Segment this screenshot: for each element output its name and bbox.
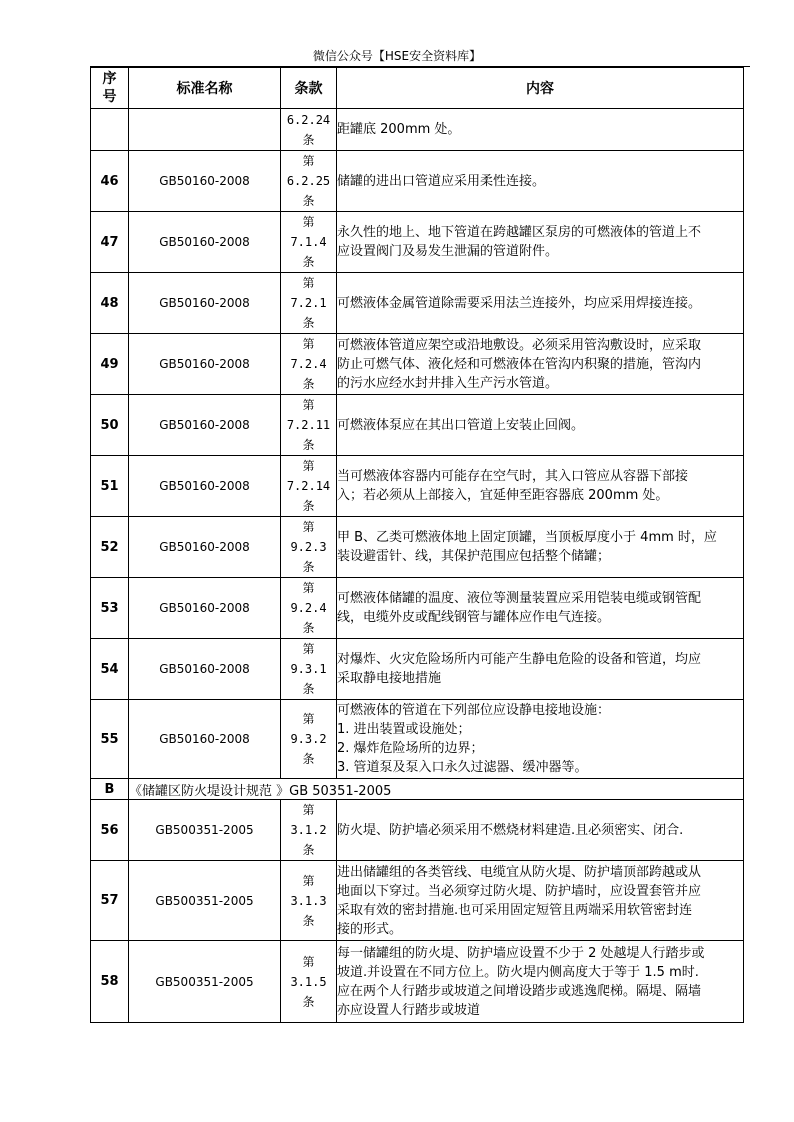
clause-line: 条 [302,316,315,330]
content-line: 可燃液体管道应架空或沿地敷设。必须采用管沟敷设时，应采取 [337,337,702,353]
table-row [91,941,744,1023]
content-cell [337,861,744,941]
content-line: 3. 管道泵及泵入口永久过滤器、缓冲器等。 [337,760,588,775]
clause-line: 3.1.5 [290,974,327,989]
clause-line: 6.2.24 [286,112,331,127]
content-line: 可燃液体泵应在其出口管道上安装止回阀。 [337,417,585,433]
content-line: 1. 进出装置或设施处； [337,722,471,737]
clause-line: 第 [302,398,315,412]
clause-line: 条 [302,377,315,391]
content-cell [337,639,744,700]
standard-name: GB50160-2008 [129,212,281,273]
content-cell [337,456,744,517]
standard-name: GB500351-2005 [129,941,281,1023]
table-row [91,212,744,273]
content-line: 线，电缆外皮或配线钢管与罐体应作电气连接。 [337,610,611,625]
row-number: 56 [91,800,129,861]
content-line: 坡道.并设置在不同方位上。防火堤内侧高度大于等于 1.5 m时. [337,964,699,980]
clause-line: 6.2.25 [286,174,331,188]
row-number: 49 [91,334,129,395]
standard-name: GB50160-2008 [129,334,281,395]
row-number: 52 [91,517,129,578]
content-line: 入；若必须从上部接入，宜延伸至距容器底 200mm 处。 [337,488,669,503]
page-header: 微信公众号【HSE安全资料库】 [312,49,482,63]
clause-cell [281,395,337,456]
standard-name: GB50160-2008 [129,517,281,578]
clause-cell [281,941,337,1023]
row-number: 57 [91,861,129,941]
content-line: 采取静电接地措施 [337,671,442,686]
row-number: 50 [91,395,129,456]
clause-line: 7.2.1 [290,296,327,310]
standard-name: GB500351-2005 [129,861,281,941]
content-line: 采取有效的密封措施.也可采用固定短管且两端采用软管密封连 [337,902,693,918]
clause-line: 7.1.4 [290,235,327,249]
clause-line: 9.2.4 [290,601,327,615]
clause-line: 条 [302,994,315,1009]
table-row [91,517,744,578]
row-number: 54 [91,639,129,700]
clause-line: 条 [302,913,315,928]
clause-line: 第 [302,712,315,726]
row-number [91,109,129,151]
content-line: 储罐的进出口管道应采用柔性连接。 [337,173,546,189]
standard-name: GB50160-2008 [129,639,281,700]
row-number: 46 [91,151,129,212]
section-letter: B [91,779,129,800]
clause-cell [281,700,337,779]
clause-cell [281,456,337,517]
clause-cell [281,639,337,700]
clause-cell [281,212,337,273]
row-number: 55 [91,700,129,779]
table-row [91,700,744,779]
standard-name: GB50160-2008 [129,151,281,212]
clause-line: 条 [302,560,315,574]
clause-cell [281,334,337,395]
column-header-content: 内容 [337,68,744,109]
clause-line: 条 [302,499,315,513]
section-title: 《储罐区防火堤设计规范 》GB 50351-2005 [129,779,744,800]
column-header-standard: 标准名称 [129,68,281,109]
content-line: 可燃液体储罐的温度、液位等测量装置应采用铠装电缆或钢管配 [337,591,702,606]
content-line: 距罐底 200mm 处。 [337,122,461,137]
row-number: 58 [91,941,129,1023]
clause-line: 3.1.3 [290,893,327,908]
table-row [91,273,744,334]
clause-cell [281,578,337,639]
content-line: 地面以下穿过。当必须穿过防火堤、防护墙时，应设置套管并应 [337,883,702,899]
content-line: 甲 B、乙类可燃液体地上固定顶罐，当顶板厚度小于 4mm 时，应 [337,530,717,545]
clause-line: 条 [302,621,315,635]
standard-name: GB500351-2005 [129,800,281,861]
clause-line: 第 [302,215,315,229]
content-cell [337,273,744,334]
content-cell [337,151,744,212]
section-row [91,779,744,800]
column-header-seq [91,68,129,109]
content-line: 防火堤、防护墙必须采用不燃烧材料建造.且必须密实、闭合. [337,822,684,838]
table-row [91,151,744,212]
content-line: 的污水应经水封井排入生产污水管道。 [337,375,559,391]
content-cell [337,395,744,456]
table-row [91,578,744,639]
table-header-row [91,68,744,109]
content-cell [337,517,744,578]
content-line: 进出储罐组的各类管线、电缆宜从防火堤、防护墙顶部跨越或从 [337,864,702,880]
content-line: 永久性的地上、地下管道在跨越罐区泵房的可燃液体的管道上不 [337,225,702,240]
standard-name: GB50160-2008 [129,456,281,517]
clause-line: 条 [302,682,315,696]
standard-name: GB50160-2008 [129,395,281,456]
clause-cell [281,800,337,861]
content-cell [337,800,744,861]
table-row [91,395,744,456]
content-line: 每一储罐组的防火堤、防护墙应设置不少于 2 处越堤人行踏步或 [337,945,705,961]
row-number: 53 [91,578,129,639]
clause-line: 第 [302,954,315,969]
clause-line: 第 [302,337,315,351]
standard-name: GB50160-2008 [129,700,281,779]
clause-line: 9.3.2 [290,732,327,746]
clause-line: 7.2.11 [286,418,331,432]
standard-name [129,109,281,151]
table-row [91,109,744,151]
content-line: 应在两个人行踏步或坡道之间增设踏步或逃逸爬梯。隔堤、隔墙 [337,983,702,999]
clause-cell [281,861,337,941]
content-line: 亦应设置人行踏步或坡道 [337,1002,481,1018]
content-cell [337,578,744,639]
clause-line: 第 [302,459,315,473]
content-line: 防止可燃气体、液化烃和可燃液体在管沟内积聚的措施，管沟内 [337,356,702,372]
row-number: 47 [91,212,129,273]
content-line: 接的形式。 [337,921,403,937]
clause-cell [281,517,337,578]
table-row [91,456,744,517]
content-cell [337,700,744,779]
clause-line: 9.2.3 [290,540,327,554]
row-number: 51 [91,456,129,517]
clause-line: 3.1.2 [290,823,327,837]
clause-line: 9.3.1 [290,662,327,676]
table-row [91,639,744,700]
standard-name: GB50160-2008 [129,273,281,334]
clause-line: 第 [302,520,315,534]
table-row [91,861,744,941]
content-cell [337,212,744,273]
clause-line: 条 [302,752,315,766]
clause-line: 第 [302,276,315,290]
content-line: 2. 爆炸危险场所的边界； [337,741,484,756]
clause-line: 条 [302,438,315,452]
clause-line: 条 [302,843,315,857]
content-cell [337,941,744,1023]
content-line: 可燃液体的管道在下列部位应设静电接地设施： [337,703,611,718]
clause-cell [281,151,337,212]
clause-line: 7.2.14 [286,479,331,493]
clause-line: 第 [302,803,315,817]
content-line: 装设避雷针、线，其保护范围应包括整个储罐； [337,549,611,564]
content-cell [337,109,744,151]
row-number: 48 [91,273,129,334]
content-line: 应设置阀门及易发生泄漏的管道附件。 [337,244,559,259]
standards-table [90,67,744,1023]
clause-cell [281,273,337,334]
content-line: 可燃液体金属管道除需要采用法兰连接外，均应采用焊接连接。 [337,295,702,311]
clause-line: 7.2.4 [290,357,327,371]
clause-line: 条 [302,194,315,208]
clause-line: 第 [302,154,315,168]
clause-line: 第 [302,581,315,595]
column-header-seq-label: 序号 [102,71,117,105]
table-row [91,334,744,395]
clause-cell [281,109,337,151]
table-row [91,800,744,861]
column-header-clause: 条款 [281,68,337,109]
clause-line: 第 [302,873,315,888]
content-line: 当可燃液体容器内可能存在空气时，其入口管应从容器下部接 [337,469,689,484]
clause-line: 第 [302,642,315,656]
content-line: 对爆炸、火灾危险场所内可能产生静电危险的设备和管道，均应 [337,652,702,667]
clause-line: 条 [302,255,315,269]
standard-name: GB50160-2008 [129,578,281,639]
content-cell [337,334,744,395]
clause-line: 条 [302,132,315,147]
